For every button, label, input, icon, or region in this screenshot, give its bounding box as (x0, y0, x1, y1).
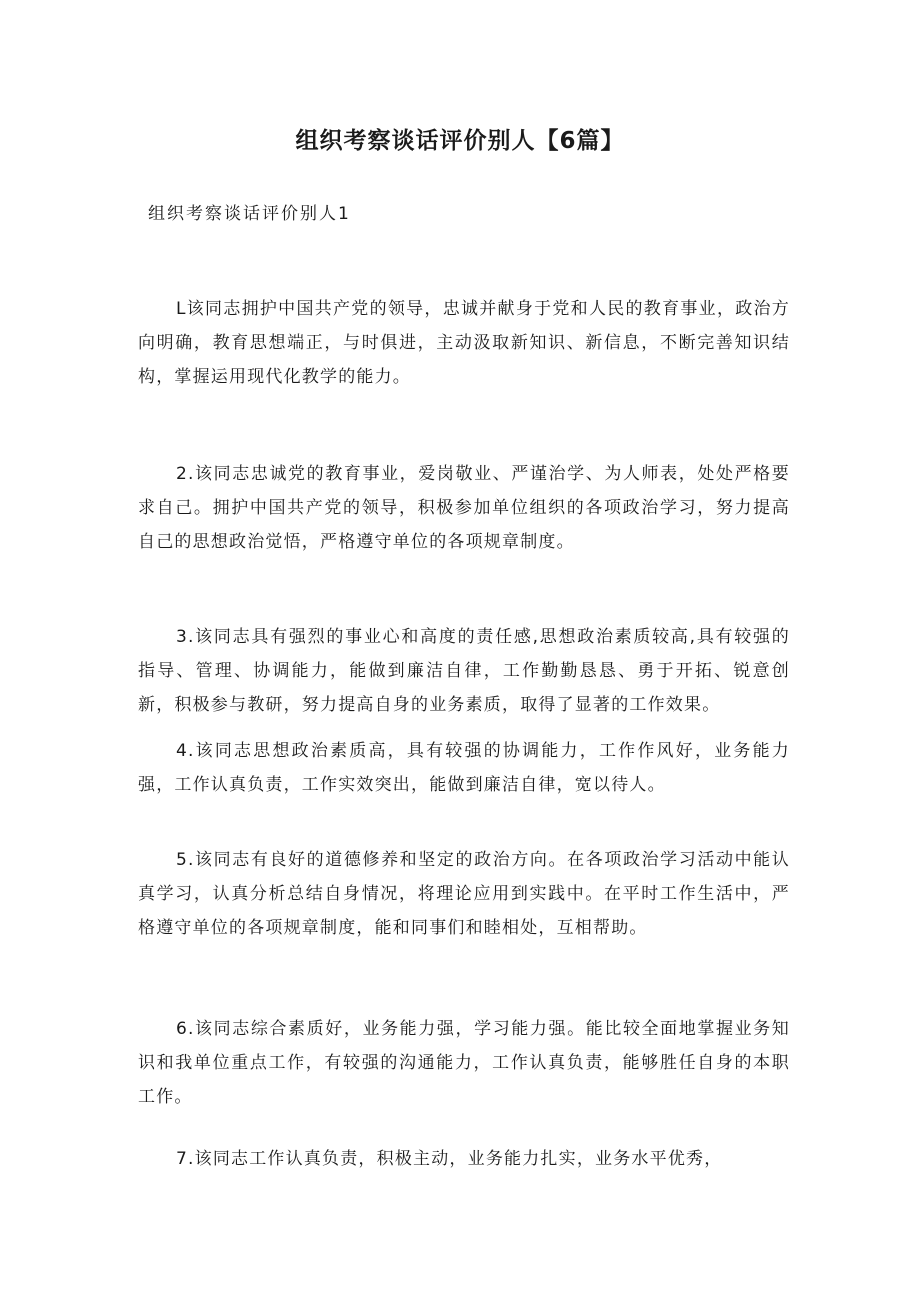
paragraph-3: 3.该同志具有强烈的事业心和高度的责任感,思想政治素质较高,具有较强的指导、管理、协调能力，能做到廉洁自律，工作勤勤恳恳、勇于开拓、锐意创新，积极参与教研，努力提高自身的业务素质，取得了显著的工作效果。 (138, 627, 790, 715)
page-title: 组织考察谈话评价别人【6篇】 (295, 128, 625, 154)
paragraph-1: L该同志拥护中国共产党的领导，忠诚并献身于党和人民的教育事业，政治方向明确，教育思想端正，与时俱进，主动汲取新知识、新信息，不断完善知识结构，掌握运用现代化教学的能力。 (138, 299, 790, 387)
paragraph-5: 5.该同志有良好的道德修养和坚定的政治方向。在各项政治学习活动中能认真学习，认真分析总结自身情况，将理论应用到实践中。在平时工作生活中，严格遵守单位的各项规章制度，能和同事们和睦相处，互相帮助。 (138, 850, 790, 938)
paragraph-4: 4.该同志思想政治素质高，具有较强的协调能力，工作作风好，业务能力强，工作认真负责，工作实效突出，能做到廉洁自律，宽以待人。 (138, 741, 790, 795)
section-heading: 组织考察谈话评价别人1 (148, 204, 351, 224)
paragraph-2: 2.该同志忠诚党的教育事业，爱岗敬业、严谨治学、为人师表，处处严格要求自己。拥护中国共产党的领导，积极参加单位组织的各项政治学习，努力提高自己的思想政治觉悟，严格遵守单位的各项规章制度。 (138, 464, 790, 552)
paragraph-6: 6.该同志综合素质好，业务能力强，学习能力强。能比较全面地掌握业务知识和我单位重点工作，有较强的沟通能力，工作认真负责，能够胜任自身的本职工作。 (138, 1019, 790, 1107)
paragraph-7: 7.该同志工作认真负责，积极主动，业务能力扎实，业务水平优秀， (176, 1149, 723, 1169)
